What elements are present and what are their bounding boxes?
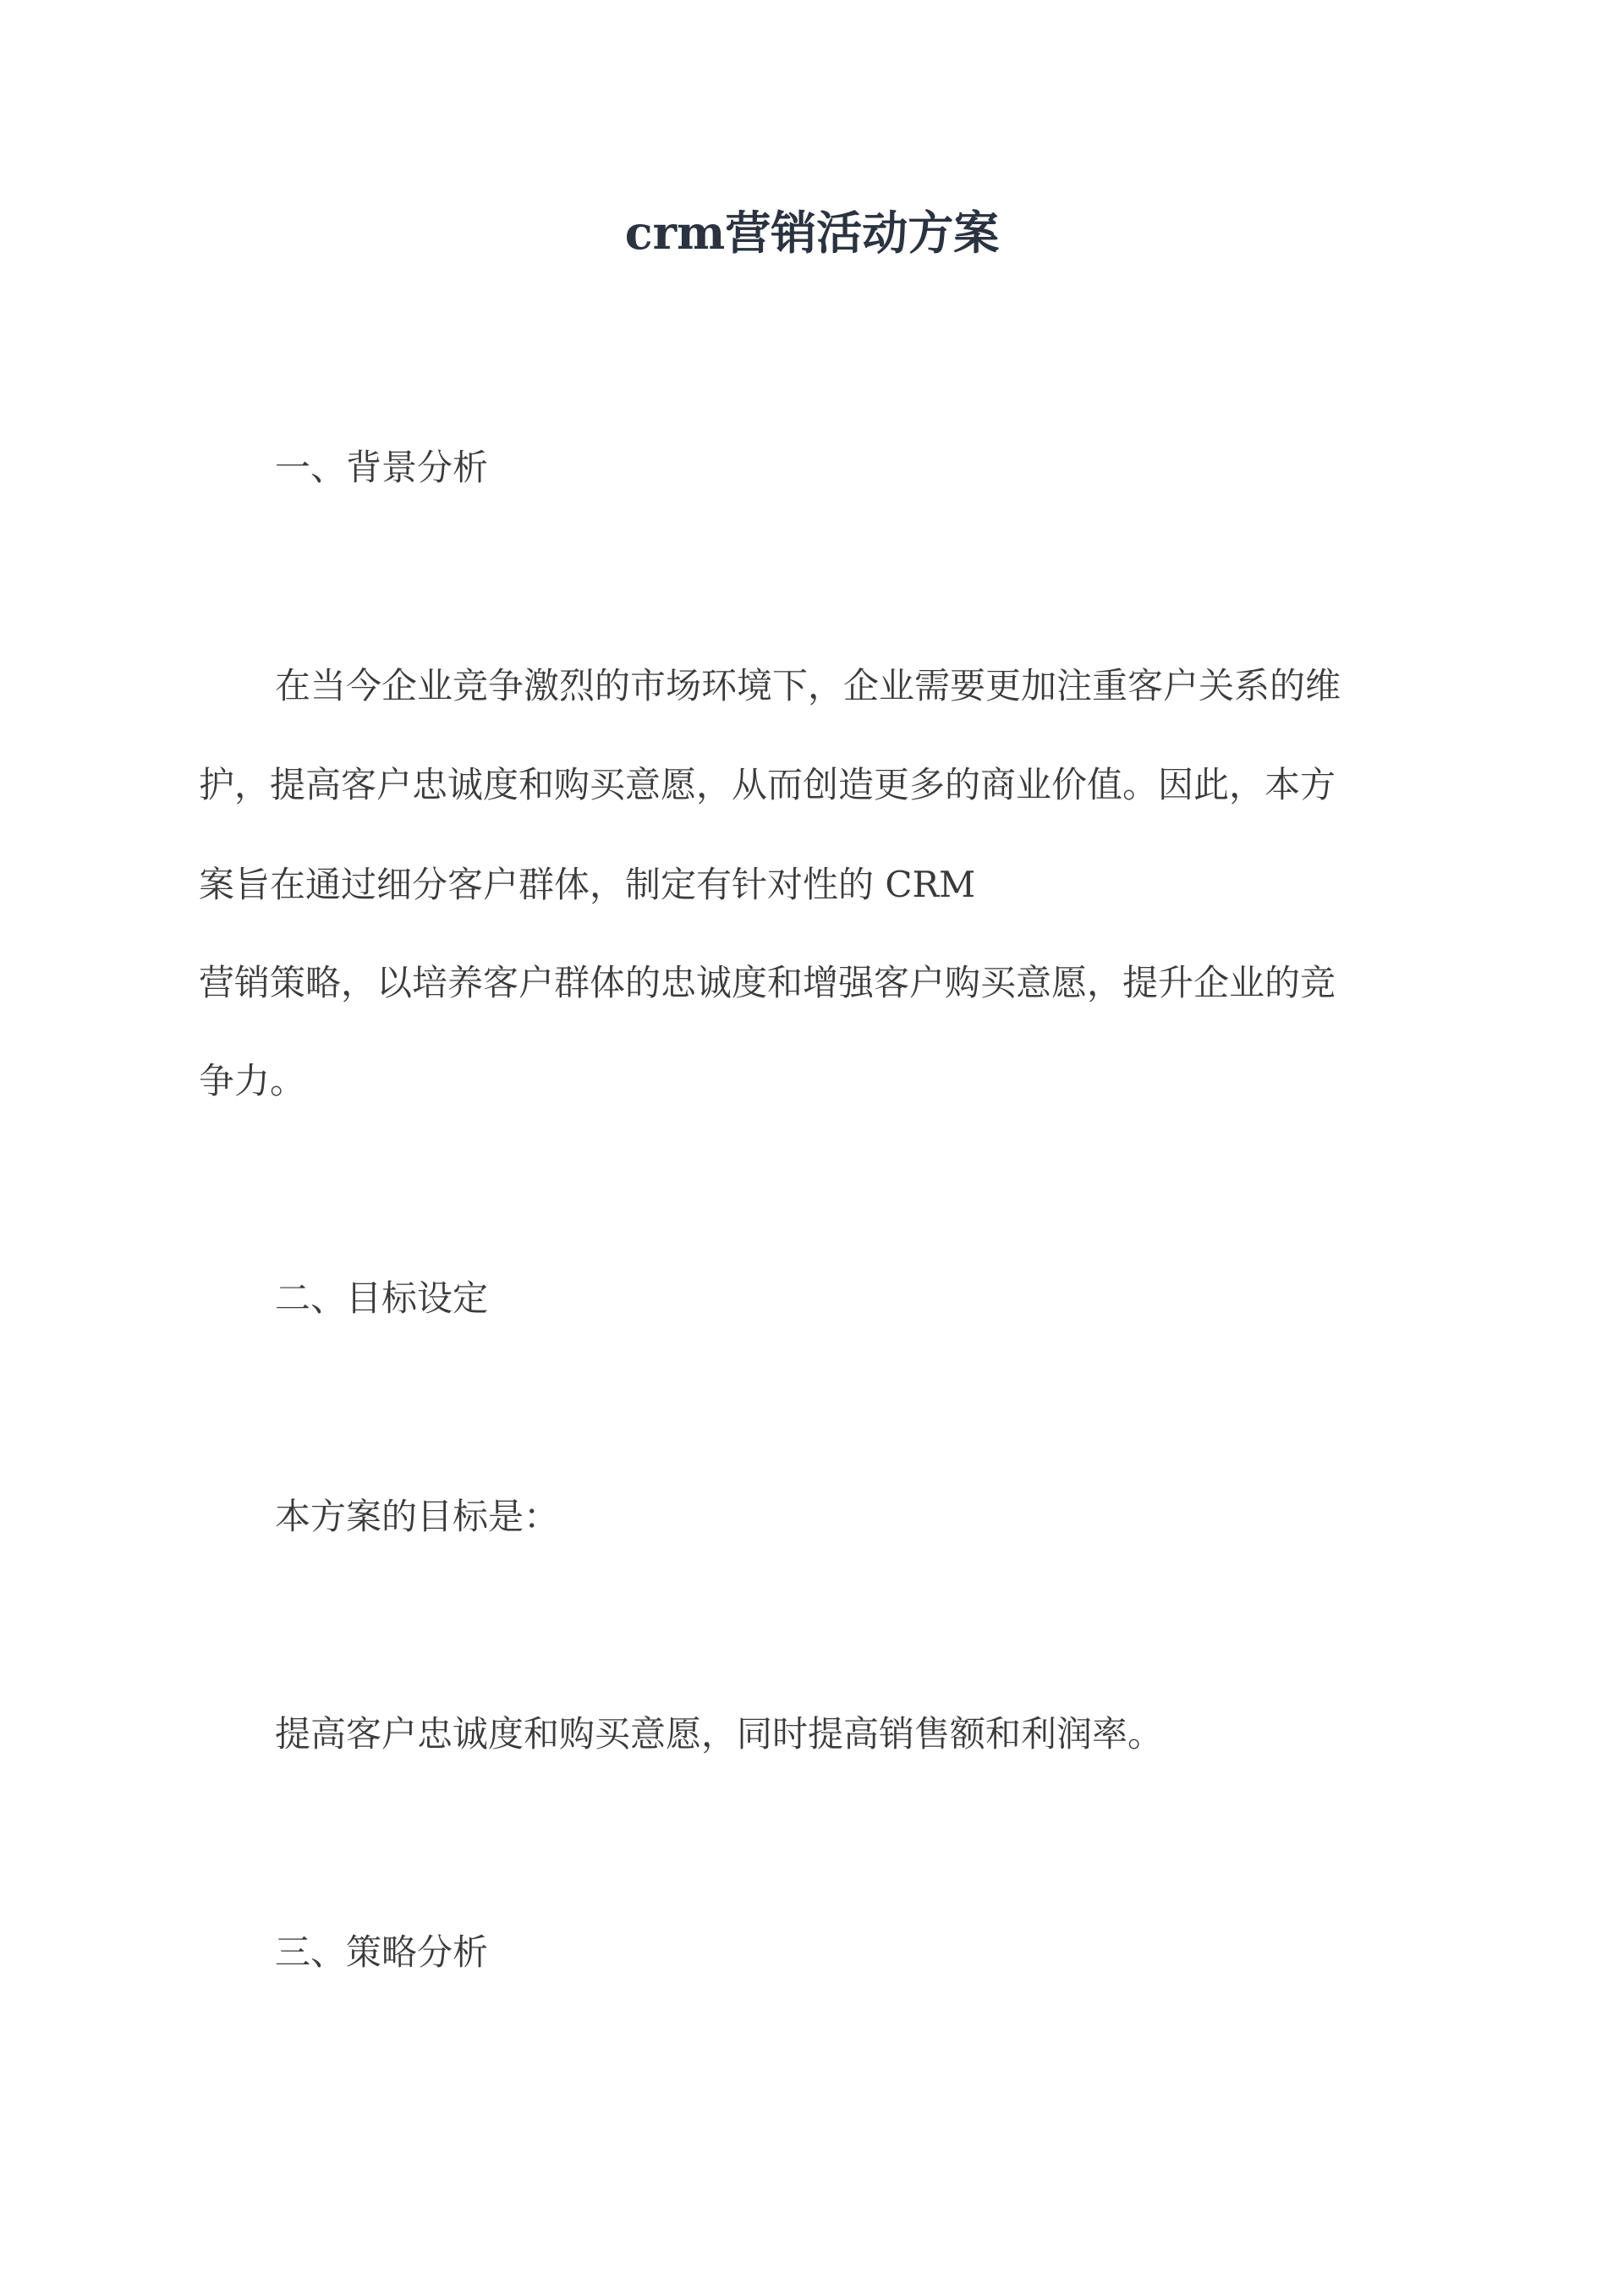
paragraph-line: 案旨在通过细分客户群体，制定有针对性的 CRM bbox=[199, 864, 976, 905]
paragraph-line: 营销策略，以培养客户群体的忠诚度和增强客户购买意愿，提升企业的竞 bbox=[199, 962, 1336, 1003]
goals-statement: 提高客户忠诚度和购买意愿，同时提高销售额和利润率。 bbox=[275, 1713, 1164, 1755]
paragraph-line: 护，提高客户忠诚度和购买意愿，从而创造更多的商业价值。因此，本方 bbox=[199, 764, 1336, 805]
section-heading-goals: 二、目标设定 bbox=[275, 1277, 489, 1319]
goals-intro: 本方案的目标是： bbox=[275, 1496, 560, 1537]
document-title: crm营销活动方案 bbox=[624, 206, 1000, 260]
paragraph-line: 争力。 bbox=[199, 1060, 306, 1101]
section-heading-background: 一、背景分析 bbox=[275, 447, 489, 488]
section-heading-strategy: 三、策略分析 bbox=[275, 1931, 489, 1973]
paragraph-line: 在当今企业竞争激烈的市场环境下，企业需要更加注重客户关系的维 bbox=[275, 665, 1341, 706]
